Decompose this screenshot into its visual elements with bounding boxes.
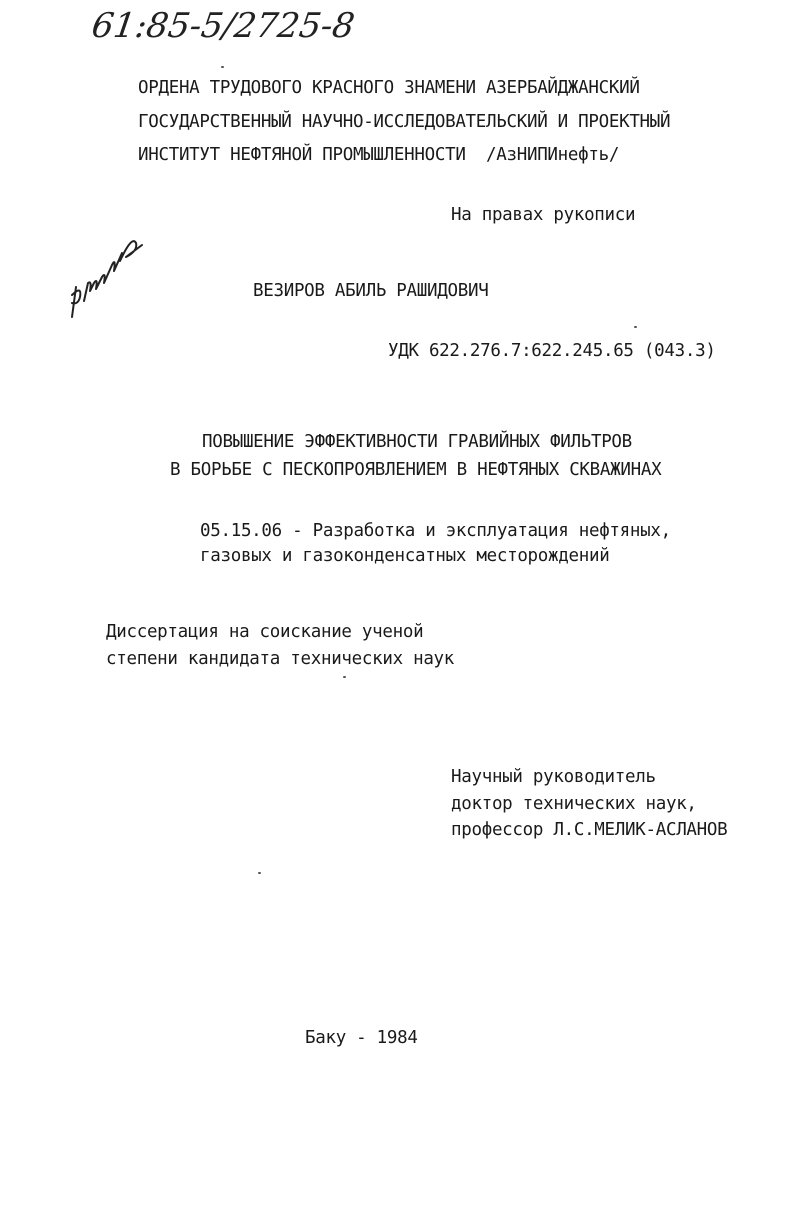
institution-line-3: ИНСТИТУТ НЕФТЯНОЙ ПРОМЫШЛЕННОСТИ /АзНИПИнефть/ [138, 145, 620, 165]
specialty-line-1: 05.15.06 - Разработка и эксплуатация нефтяных, [200, 521, 671, 541]
archive-handwritten-mark: 61:85-5/2725-8 [89, 6, 358, 46]
degree-line-2: степени кандидата технических наук [106, 649, 455, 669]
thesis-title-line-1: ПОВЫШЕНИЕ ЭФФЕКТИВНОСТИ ГРАВИЙНЫХ ФИЛЬТРОВ [202, 432, 632, 452]
paper-speck [343, 676, 346, 678]
author-name: ВЕЗИРОВ АБИЛЬ РАШИДОВИЧ [253, 281, 489, 301]
institution-line-1: ОРДЕНА ТРУДОВОГО КРАСНОГО ЗНАМЕНИ АЗЕРБАЙДЖАНСКИЙ [138, 78, 640, 98]
manuscript-note: На правах рукописи [451, 205, 636, 225]
paper-speck [221, 66, 224, 68]
supervisor-line-2: доктор технических наук, [451, 794, 697, 814]
paper-speck [634, 326, 637, 328]
place-year: Баку - 1984 [305, 1028, 418, 1048]
udc-code: УДК 622.276.7:622.245.65 (043.3) [388, 341, 716, 361]
supervisor-line-1: Научный руководитель [451, 767, 656, 787]
paper-speck [258, 872, 261, 874]
handwritten-signature [62, 225, 152, 325]
thesis-title-line-2: В БОРЬБЕ С ПЕСКОПРОЯВЛЕНИЕМ В НЕФТЯНЫХ СКВАЖИНАХ [170, 460, 662, 480]
degree-line-1: Диссертация на соискание ученой [106, 622, 424, 642]
supervisor-line-3: профессор Л.С.МЕЛИК-АСЛАНОВ [451, 820, 728, 840]
institution-line-2: ГОСУДАРСТВЕННЫЙ НАУЧНО-ИССЛЕДОВАТЕЛЬСКИЙ И ПРОЕКТНЫЙ [138, 112, 671, 132]
specialty-line-2: газовых и газоконденсатных месторождений [200, 546, 610, 566]
